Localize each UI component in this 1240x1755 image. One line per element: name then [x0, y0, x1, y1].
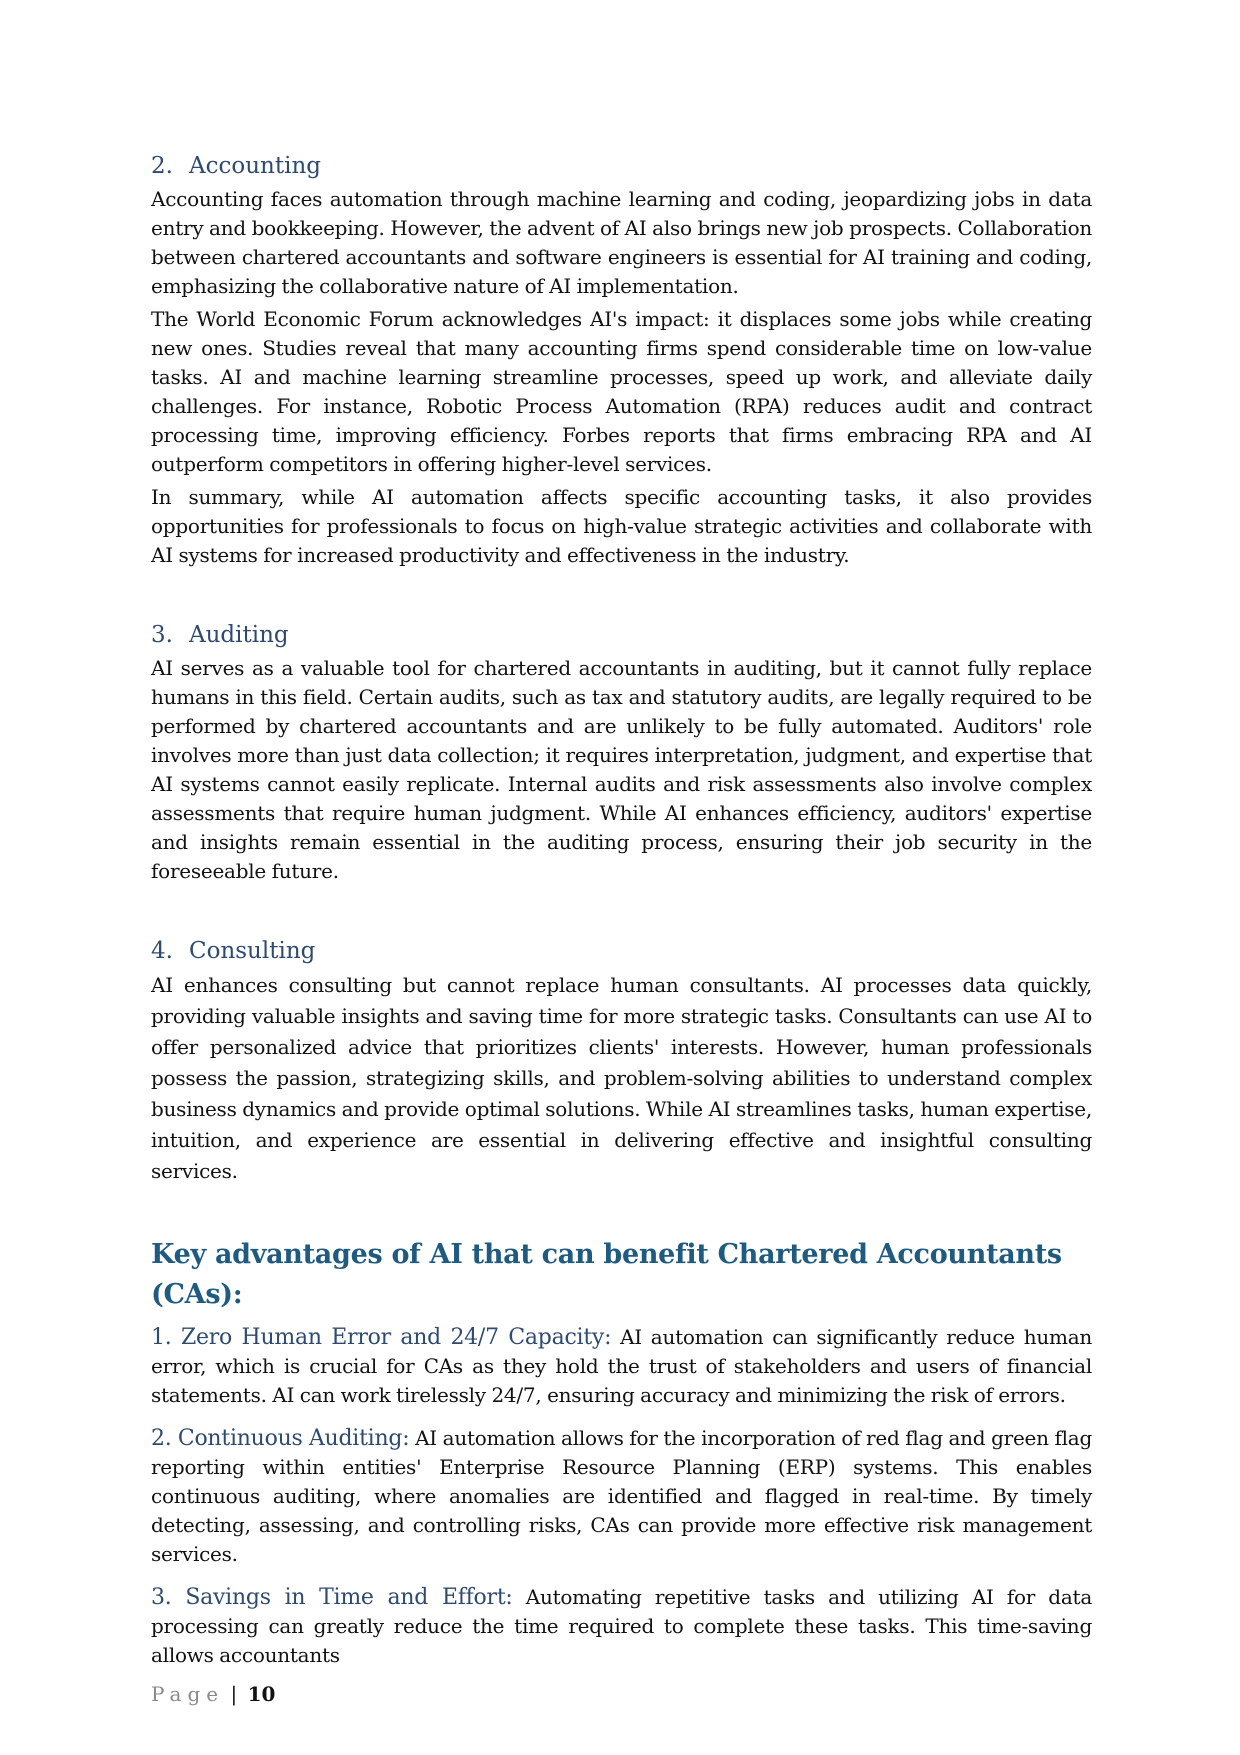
- paragraph: AI enhances consulting but cannot replace human consultants. AI processes data quickly, providing valuable insights and saving time for more strategic tasks. Consultants can use AI to offer personalized advice that prioritizes clients' interests. However, human professionals possess the passion, strategizing skills, and problem-solving abilities to understand complex business dynamics and provide optimal solutions. While AI streamlines tasks, human expertise, intuition, and experience are essential in delivering effective and insightful consulting services.: [151, 973, 1092, 1183]
- advantage-text: AI automation can significantly reduce human error, which is crucial for CAs as they hold the trust of stakeholders and users of financial statements. AI can work tirelessly 24/7, ensuring accuracy and minimizing the risk of errors.: [151, 1325, 1092, 1407]
- section-title: Auditing: [189, 622, 289, 648]
- section-heading: [151, 935, 1092, 967]
- section-auditing: [151, 619, 1092, 886]
- paragraph: The World Economic Forum acknowledges AI's impact: it displaces some jobs while creating new ones. Studies reveal that many accounting firms spend considerable time on low-value tasks. AI and machine learning streamline processes, speed up work, and alleviate daily challenges. For instance, Robotic Process Automation (RPA) reduces audit and contract processing time, improving efficiency. Forbes reports that firms embracing RPA and AI outperform competitors in offering higher-level services.: [151, 307, 1092, 476]
- page-footer: [151, 1680, 275, 1708]
- section-heading: [151, 619, 1092, 651]
- section-title: Consulting: [189, 938, 316, 964]
- paragraph: Accounting faces automation through machine learning and coding, jeopardizing jobs in data entry and bookkeeping. However, the advent of AI also brings new job prospects. Collaboration between chartered accountants and software engineers is essential for AI training and coding, emphasizing the collaborative nature of AI implementation.: [151, 187, 1092, 298]
- section-accounting: [151, 150, 1092, 570]
- advantage-item: [151, 1323, 1092, 1410]
- section-consulting: [151, 935, 1092, 1187]
- section-number: 4.: [151, 938, 173, 964]
- advantage-item: [151, 1583, 1092, 1670]
- advantage-text: AI automation allows for the incorporation of red flag and green flag reporting within entities' Enterprise Resource Planning (ERP) systems. This enables continuous auditing, where anomalies are identified and flagged in real-time. By timely detecting, assessing, and controlling risks, CAs can provide more effective risk management services.: [151, 1426, 1092, 1566]
- page-number: 10: [247, 1682, 276, 1706]
- key-advantages-title: Key advantages of AI that can benefit Chartered Accountants (CAs):: [151, 1239, 1062, 1310]
- section-title: Accounting: [189, 153, 321, 179]
- advantage-text: Automating repetitive tasks and utilizing AI for data processing can greatly reduce the time required to complete these tasks. This time-saving allows accountants: [151, 1585, 1092, 1667]
- paragraph: In summary, while AI automation affects specific accounting tasks, it also provides opportunities for professionals to focus on high-value strategic activities and collaborate with AI systems for increased productivity and effectiveness in the industry.: [151, 485, 1092, 567]
- document-page: [151, 150, 1092, 1684]
- advantage-lead: 3. Savings in Time and Effort:: [151, 1585, 513, 1610]
- paragraph: AI serves as a valuable tool for chartered accountants in auditing, but it cannot fully replace humans in this field. Certain audits, such as tax and statutory audits, are legally required to be performed by chartered accountants and are unlikely to be fully automated. Auditors' role involves more than just data collection; it requires interpretation, judgment, and expertise that AI systems cannot easily replicate. Internal audits and risk assessments also involve complex assessments that require human judgment. While AI enhances efficiency, auditors' expertise and insights remain essential in the auditing process, ensuring their job security in the foreseeable future.: [151, 656, 1092, 883]
- advantage-item: [151, 1424, 1092, 1569]
- section-number: 3.: [151, 622, 173, 648]
- page-word: Page: [151, 1682, 225, 1706]
- section-number: 2.: [151, 153, 173, 179]
- footer-separator: |: [230, 1682, 238, 1706]
- advantage-lead: 1. Zero Human Error and 24/7 Capacity:: [151, 1325, 612, 1350]
- advantage-lead: 2. Continuous Auditing:: [151, 1426, 410, 1451]
- section-heading: [151, 150, 1092, 182]
